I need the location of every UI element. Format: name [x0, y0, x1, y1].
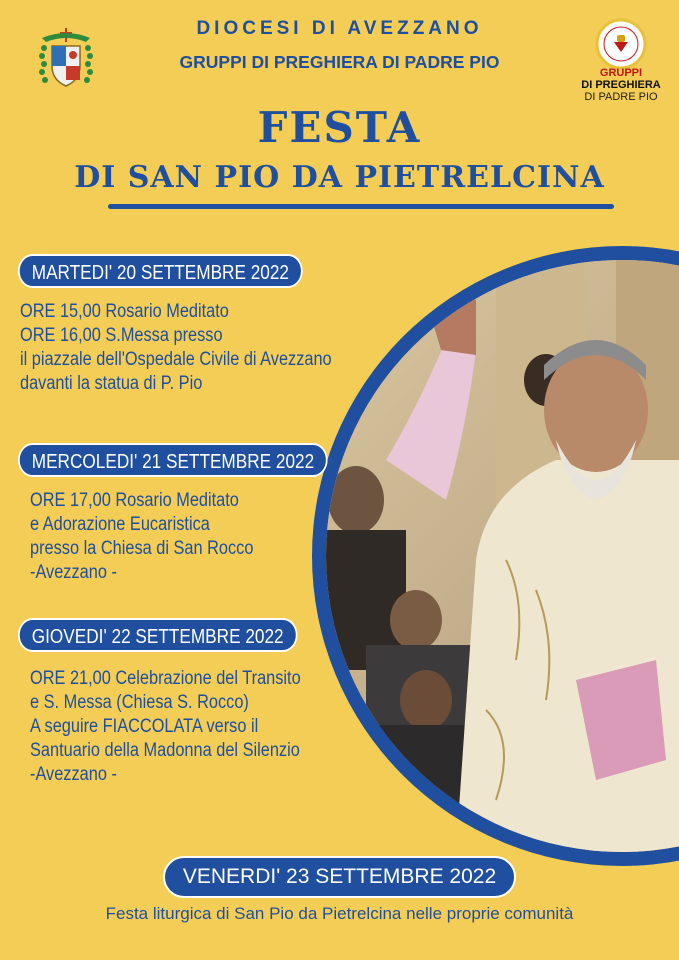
- bishop-crest-icon: [36, 28, 96, 92]
- event3-line4: Santuario della Madonna del Silenzio: [30, 740, 300, 761]
- event3-line1: ORE 21,00 Celebrazione del Transito: [30, 668, 301, 689]
- event2-details: [30, 489, 253, 585]
- event1-date-badge: MARTEDI' 20 SETTEMBRE 2022: [18, 254, 303, 288]
- event2-line1: ORE 17,00 Rosario Meditato: [30, 490, 239, 511]
- diocese-title: DIOCESI DI AVEZZANO: [196, 18, 483, 39]
- event3-line2: e S. Messa (Chiesa S. Rocco): [30, 692, 249, 713]
- event3-date-badge: GIOVEDI' 22 SETTEMBRE 2022: [18, 618, 297, 652]
- final-date-wrapper: [0, 856, 679, 898]
- event1-line4: davanti la statua di P. Pio: [20, 373, 203, 394]
- photo-illustration: [326, 260, 679, 852]
- logo-caption: [570, 67, 672, 103]
- logo-caption-line1: GRUPPI: [599, 67, 643, 79]
- final-description: Festa liturgica di San Pio da Pietrelcina nelle proprie comunità: [105, 904, 574, 923]
- event1-line3: il piazzale dell'Ospedale Civile di Avezzano: [20, 349, 332, 370]
- logo-caption-line2: DI PREGHIERA: [581, 79, 661, 91]
- event3-line3: A seguire FIACCOLATA verso il: [30, 716, 259, 737]
- event2-line2: e Adorazione Eucaristica: [30, 514, 210, 535]
- main-title: FESTA: [257, 103, 422, 152]
- event1-details: [20, 300, 332, 396]
- event1-line2: ORE 16,00 S.Messa presso: [20, 325, 223, 346]
- sub-title: DI SAN PIO DA PIETRELCINA: [74, 160, 605, 195]
- groups-subtitle: GRUPPI DI PREGHIERA DI PADRE PIO: [179, 52, 500, 72]
- final-date-badge: VENERDI' 23 SETTEMBRE 2022: [163, 856, 516, 898]
- event3-details: [30, 667, 301, 787]
- event3-line5: -Avezzano -: [30, 764, 117, 785]
- logo-caption-line3: DI PADRE PIO: [584, 91, 658, 103]
- event2-line4: -Avezzano -: [30, 562, 117, 583]
- event2-date-badge: MERCOLEDI' 21 SETTEMBRE 2022: [18, 443, 328, 477]
- title-underline: [108, 204, 614, 209]
- padre-pio-photo: [326, 260, 679, 852]
- event1-line1: ORE 15,00 Rosario Meditato: [20, 301, 229, 322]
- event2-line3: presso la Chiesa di San Rocco: [30, 538, 254, 559]
